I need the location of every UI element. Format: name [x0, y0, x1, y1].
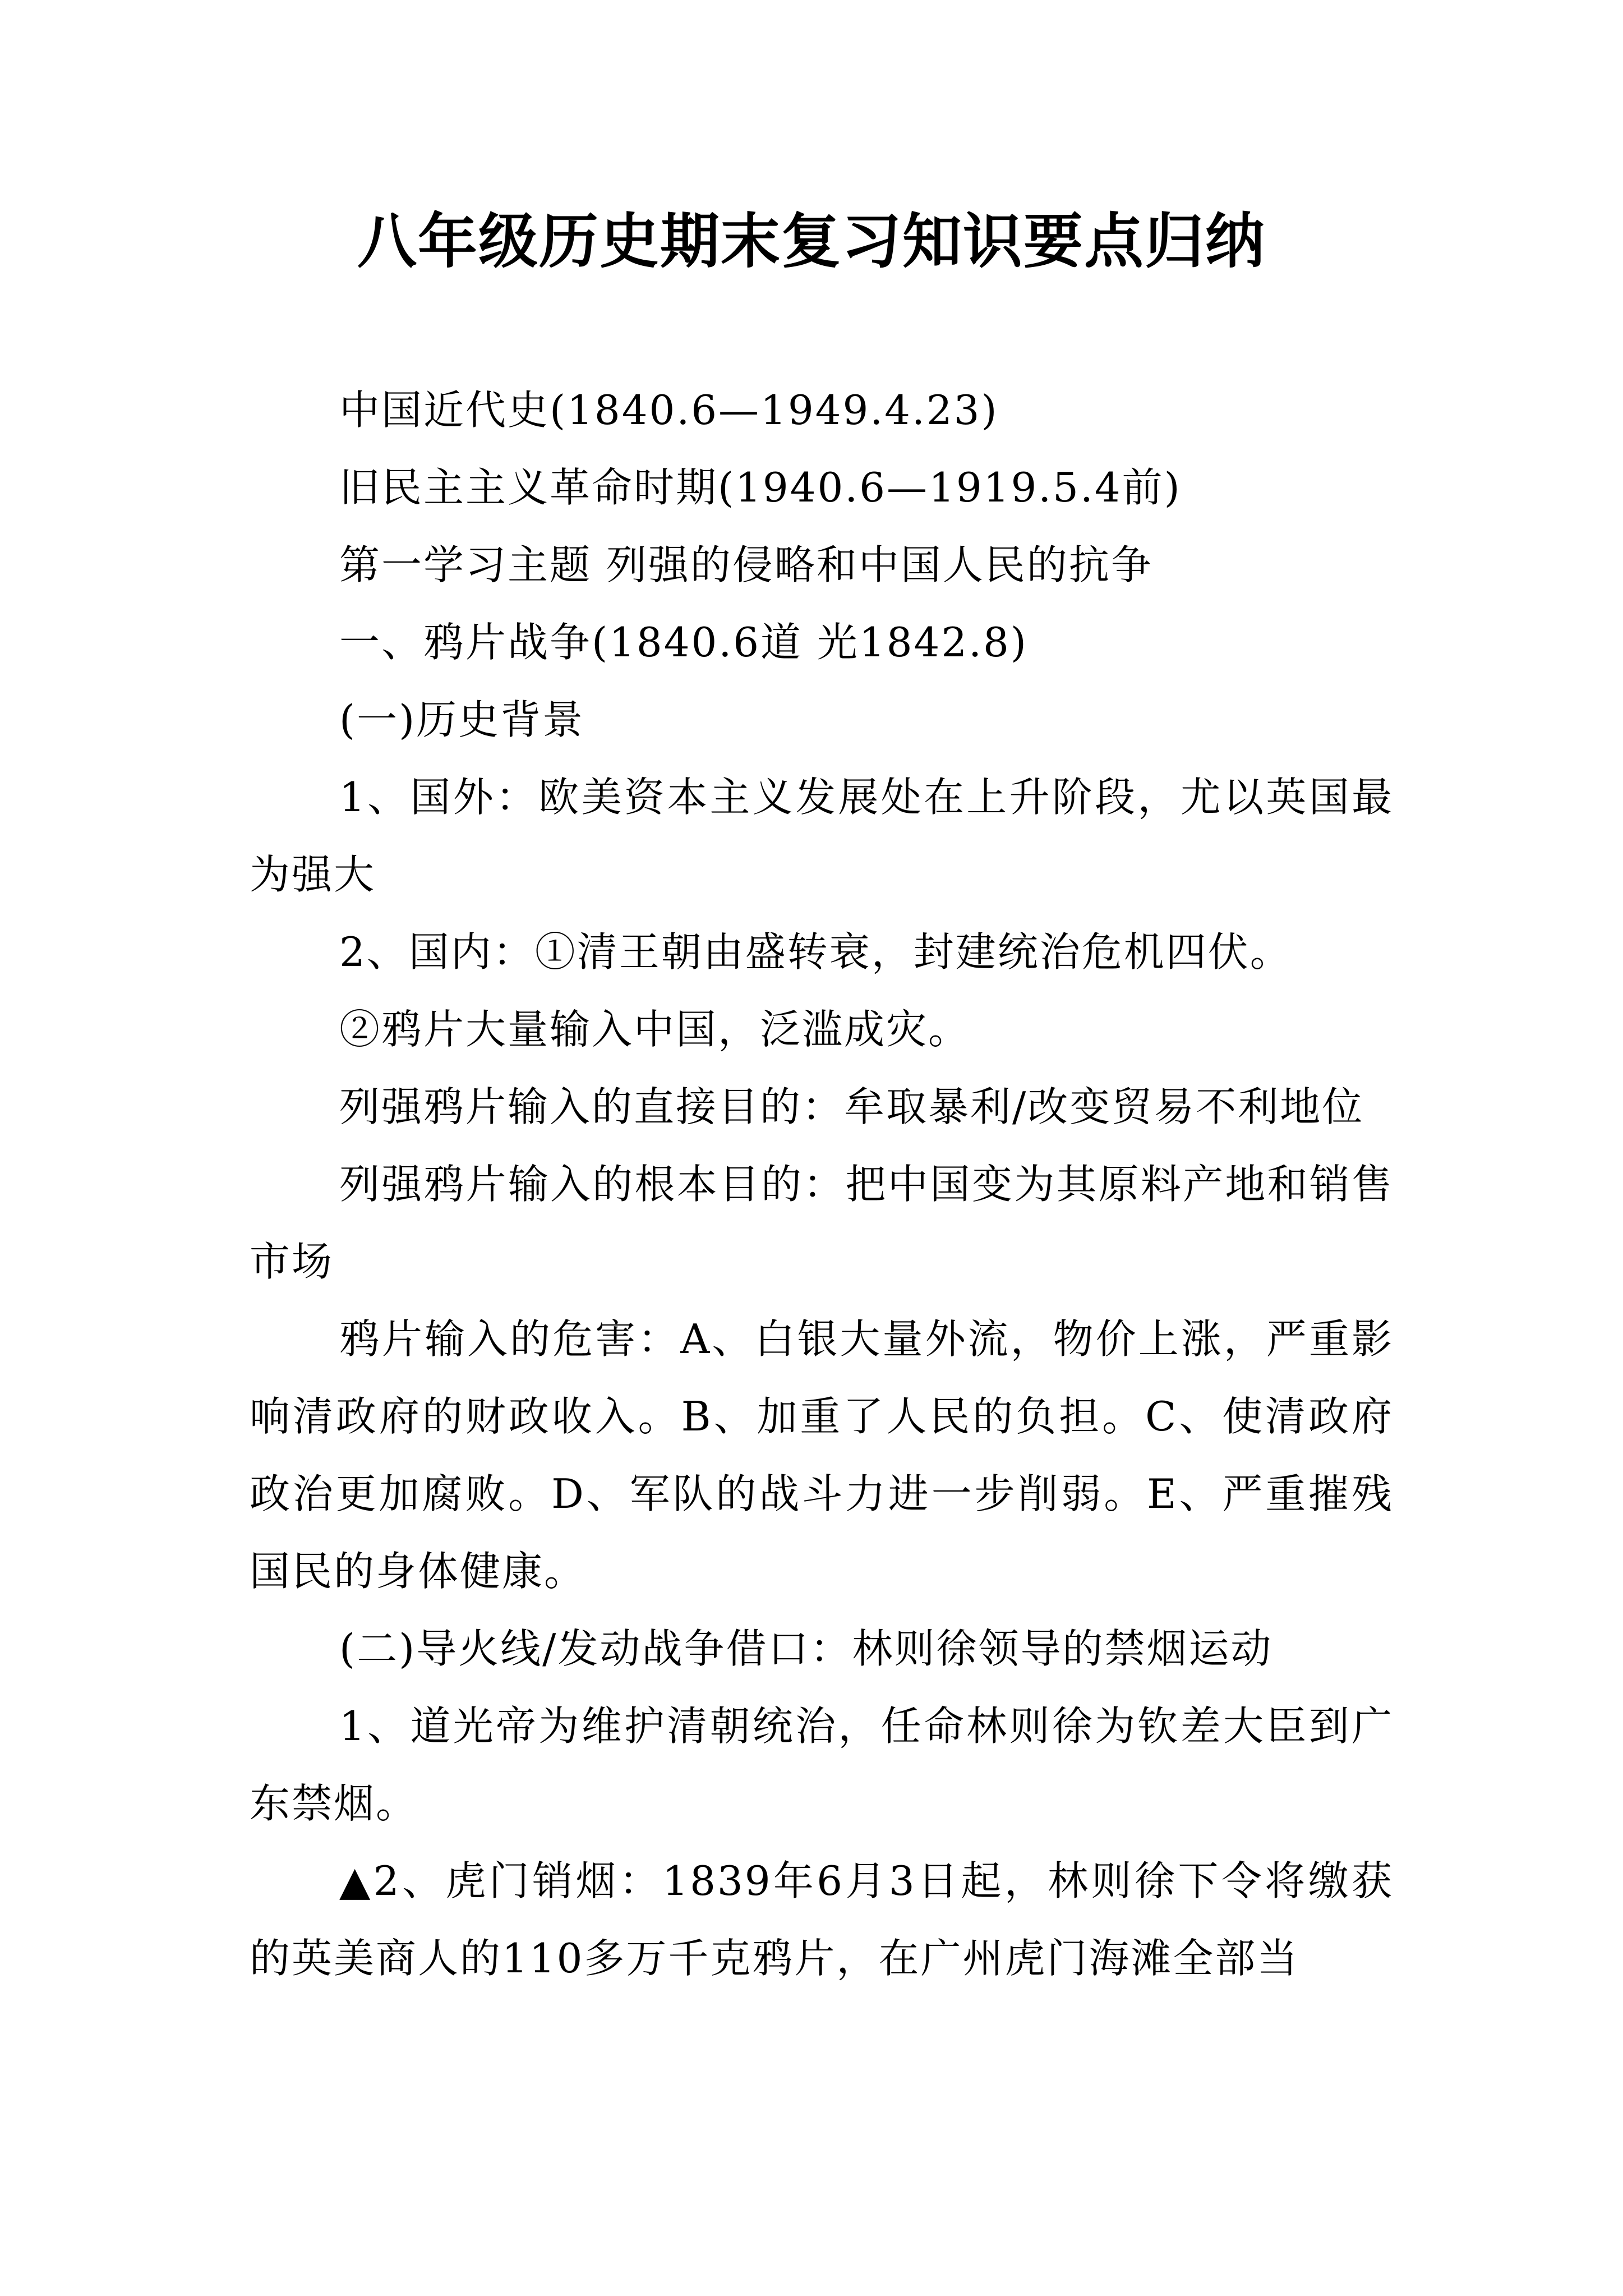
paragraph: 2、国内：①清王朝由盛转衰，封建统治危机四伏。: [339, 928, 1292, 976]
paragraph: 第一学习主题 列强的侵略和中国人民的抗争: [339, 541, 1153, 588]
paragraph: 列强鸦片输入的直接目的：牟取暴利/改变贸易不利地位: [339, 1083, 1364, 1130]
document-body: [250, 371, 1394, 1997]
paragraph: 旧民主主义革命时期(1940.6—1919.5.4前): [339, 464, 1182, 511]
paragraph: ②鸦片大量输入中国，泛滥成灾。: [339, 1006, 971, 1053]
paragraph: 中国近代史(1840.6—1949.4.23): [339, 386, 999, 434]
paragraph: (二)导火线/发动战争借口：林则徐领导的禁烟运动: [339, 1625, 1273, 1672]
paragraph: ▲2、虎门销烟：1839年6月3日起，林则徐下令将缴获的英美商人的110多万千克鸦片，在广州虎门海滩全部当: [250, 1857, 1394, 1982]
paragraph: 列强鸦片输入的根本目的：把中国变为其原料产地和销售市场: [250, 1161, 1394, 1285]
paragraph: 鸦片输入的危害：A、白银大量外流，物价上涨，严重影响清政府的财政收入。B、加重了人民的负担。C、使清政府政治更加腐败。D、军队的战斗力进一步削弱。E、严重摧残国民的身体健康。: [250, 1315, 1394, 1595]
paragraph: 一、鸦片战争(1840.6道 光1842.8): [339, 619, 1028, 666]
paragraph: 1、道光帝为维护清朝统治，任命林则徐为钦差大臣到广东禁烟。: [250, 1703, 1394, 1827]
paragraph: (一)历史背景: [339, 696, 585, 743]
document-title: 八年级历史期末复习知识要点归纳: [357, 206, 1266, 276]
paragraph: 1、国外：欧美资本主义发展处在上升阶段，尤以英国最为强大: [250, 774, 1394, 898]
